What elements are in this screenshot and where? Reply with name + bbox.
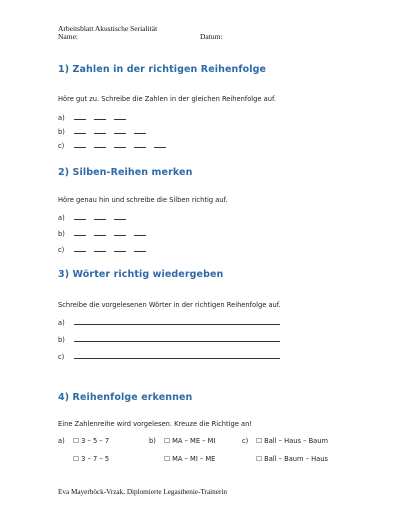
answer-blank[interactable]	[134, 245, 146, 252]
group-c-label: c)	[242, 437, 249, 445]
answer-blank[interactable]	[114, 213, 126, 220]
answer-blank[interactable]	[94, 213, 106, 220]
answer-line[interactable]	[74, 318, 280, 325]
answer-blank[interactable]	[154, 141, 166, 148]
section-2-instruction: Höre genau hin und schreibe die Silben richtig auf.	[58, 196, 228, 204]
answer-blank[interactable]	[114, 113, 126, 120]
section-2-row-b	[58, 229, 154, 238]
checkbox-option[interactable]: ☐ 3 – 5 – 7	[73, 437, 110, 445]
answer-blank[interactable]	[74, 229, 86, 236]
answer-blank[interactable]	[94, 245, 106, 252]
answer-line[interactable]	[74, 335, 280, 342]
row-label: a)	[58, 319, 65, 327]
checkbox-option[interactable]: ☐ 3 – 7 – 5	[73, 455, 110, 463]
worksheet-title: Arbeitsblatt Akustische Serialität	[58, 24, 158, 33]
section-1-row-c	[58, 141, 174, 150]
section-2-row-a	[58, 213, 134, 222]
section-1-row-a	[58, 113, 134, 122]
answer-blank[interactable]	[94, 113, 106, 120]
row-label: c)	[58, 246, 65, 254]
answer-blank[interactable]	[114, 229, 126, 236]
row-label: b)	[58, 336, 65, 344]
answer-blank[interactable]	[74, 213, 86, 220]
section-3-row-c	[58, 352, 280, 361]
answer-line[interactable]	[74, 352, 280, 359]
answer-blank[interactable]	[74, 245, 86, 252]
row-label: a)	[58, 214, 65, 222]
answer-blank[interactable]	[74, 127, 86, 134]
answer-blank[interactable]	[134, 141, 146, 148]
section-4-title: 4) Reihenfolge erkennen	[58, 392, 193, 403]
checkbox-option[interactable]: ☐ MA – ME – MI	[164, 437, 216, 445]
row-label: b)	[58, 230, 65, 238]
answer-blank[interactable]	[94, 127, 106, 134]
section-4-instruction: Eine Zahlenreihe wird vorgelesen. Kreuze die Richtige an!	[58, 420, 253, 428]
row-label: a)	[58, 114, 65, 122]
section-3-title: 3) Wörter richtig wiedergeben	[58, 269, 224, 280]
row-label: c)	[58, 353, 65, 361]
answer-blank[interactable]	[74, 113, 86, 120]
answer-blank[interactable]	[114, 141, 126, 148]
checkbox-option[interactable]: ☐ MA – MI – ME	[164, 455, 216, 463]
group-a-label: a)	[58, 437, 65, 445]
answer-blank[interactable]	[114, 245, 126, 252]
section-2-row-c	[58, 245, 154, 254]
checkbox-option[interactable]: ☐ Ball – Baum – Haus	[256, 455, 329, 463]
name-label: Name:	[58, 32, 78, 41]
answer-blank[interactable]	[134, 127, 146, 134]
section-3-row-a	[58, 318, 280, 327]
answer-blank[interactable]	[94, 229, 106, 236]
section-1-instruction: Höre gut zu. Schreibe die Zahlen in der gleichen Reihenfolge auf.	[58, 95, 276, 103]
answer-blank[interactable]	[74, 141, 86, 148]
row-label: b)	[58, 128, 65, 136]
footer-author: Eva Mayerböck-Vrzak, Diplomierte Legasthenie-Trainerin	[58, 488, 227, 496]
section-3-row-b	[58, 335, 280, 344]
answer-blank[interactable]	[94, 141, 106, 148]
section-1-row-b	[58, 127, 154, 136]
answer-blank[interactable]	[134, 229, 146, 236]
section-1-title: 1) Zahlen in der richtigen Reihenfolge	[58, 64, 267, 75]
date-label: Datum:	[200, 32, 223, 41]
section-2-title: 2) Silben-Reihen merken	[58, 167, 193, 178]
checkbox-option[interactable]: ☐ Ball – Haus – Baum	[256, 437, 329, 445]
group-b-label: b)	[149, 437, 156, 445]
answer-blank[interactable]	[114, 127, 126, 134]
row-label: c)	[58, 142, 65, 150]
section-3-instruction: Schreibe die vorgelesenen Wörter in der richtigen Reihenfolge auf.	[58, 301, 281, 309]
